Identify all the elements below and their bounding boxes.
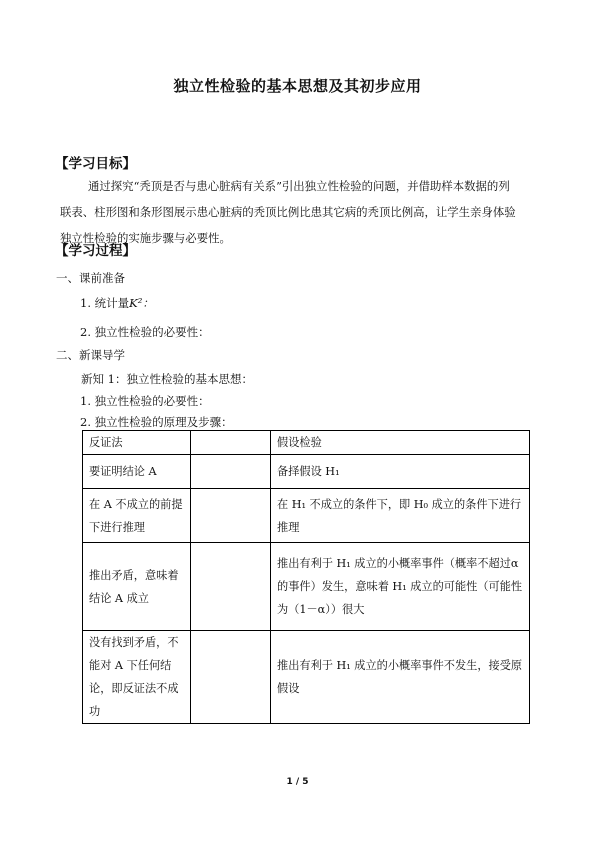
page-number: 1 / 5 (286, 777, 309, 787)
cell-proof: 推出矛盾，意味着结论 A 成立 (83, 543, 191, 631)
comparison-table (82, 430, 530, 724)
cell-blank (191, 489, 271, 543)
cell-blank (191, 543, 271, 631)
cell-hypothesis: 在 H₁ 不成立的条件下，即 H₀ 成立的条件下进行推理 (271, 489, 530, 543)
k-squared-symbol: K²： (129, 296, 154, 310)
section-1-item-2: 2. 独立性检验的必要性： (80, 325, 210, 339)
table-row (83, 455, 530, 489)
header-cell-hypothesis: 假设检验 (271, 431, 530, 455)
table-row (83, 543, 530, 631)
goals-line-2: 联表、柱形图和条形图展示患心脏病的秃顶比例比患其它病的秃顶比例高，让学生亲身体验 (60, 205, 516, 219)
document-title: 独立性检验的基本思想及其初步应用 (173, 77, 422, 95)
section-2-title: 二、新课导学 (56, 348, 125, 362)
cell-blank (191, 631, 271, 724)
goals-line-1: 通过探究“秃顶是否与患心脏病有关系”引出独立性检验的问题，并借助样本数据的列 (88, 179, 510, 193)
section-2-item-1: 1. 独立性检验的必要性： (80, 394, 210, 408)
section-1-item-1-label: 1. 统计量 (80, 296, 130, 310)
cell-proof: 要证明结论 A (83, 455, 191, 489)
new-knowledge-1: 新知 1：独立性检验的基本思想： (81, 372, 253, 386)
cell-hypothesis: 推出有利于 H₁ 成立的小概率事件不发生，接受原假设 (271, 631, 530, 724)
table-header-row (83, 431, 530, 455)
cell-proof: 没有找到矛盾，不能对 A 下任何结论，即反证法不成功 (83, 631, 191, 724)
cell-hypothesis: 备择假设 H₁ (271, 455, 530, 489)
cell-hypothesis: 推出有利于 H₁ 成立的小概率事件（概率不超过α的事件）发生，意味着 H₁ 成立的可能性（可能性为（1－α））很大 (271, 543, 530, 631)
process-heading: 【学习过程】 (55, 243, 136, 259)
header-cell-proof: 反证法 (83, 431, 191, 455)
table-row (83, 631, 530, 724)
cell-blank (191, 455, 271, 489)
goals-line-3: 独立性检验的实施步骤与必要性。 (60, 231, 231, 245)
header-cell-blank (191, 431, 271, 455)
section-1-title: 一、课前准备 (56, 271, 125, 285)
cell-proof: 在 A 不成立的前提下进行推理 (83, 489, 191, 543)
goals-heading: 【学习目标】 (55, 156, 136, 172)
section-1-item-1 (80, 295, 154, 311)
section-2-item-2: 2. 独立性检验的原理及步骤： (80, 415, 233, 429)
table-row (83, 489, 530, 543)
